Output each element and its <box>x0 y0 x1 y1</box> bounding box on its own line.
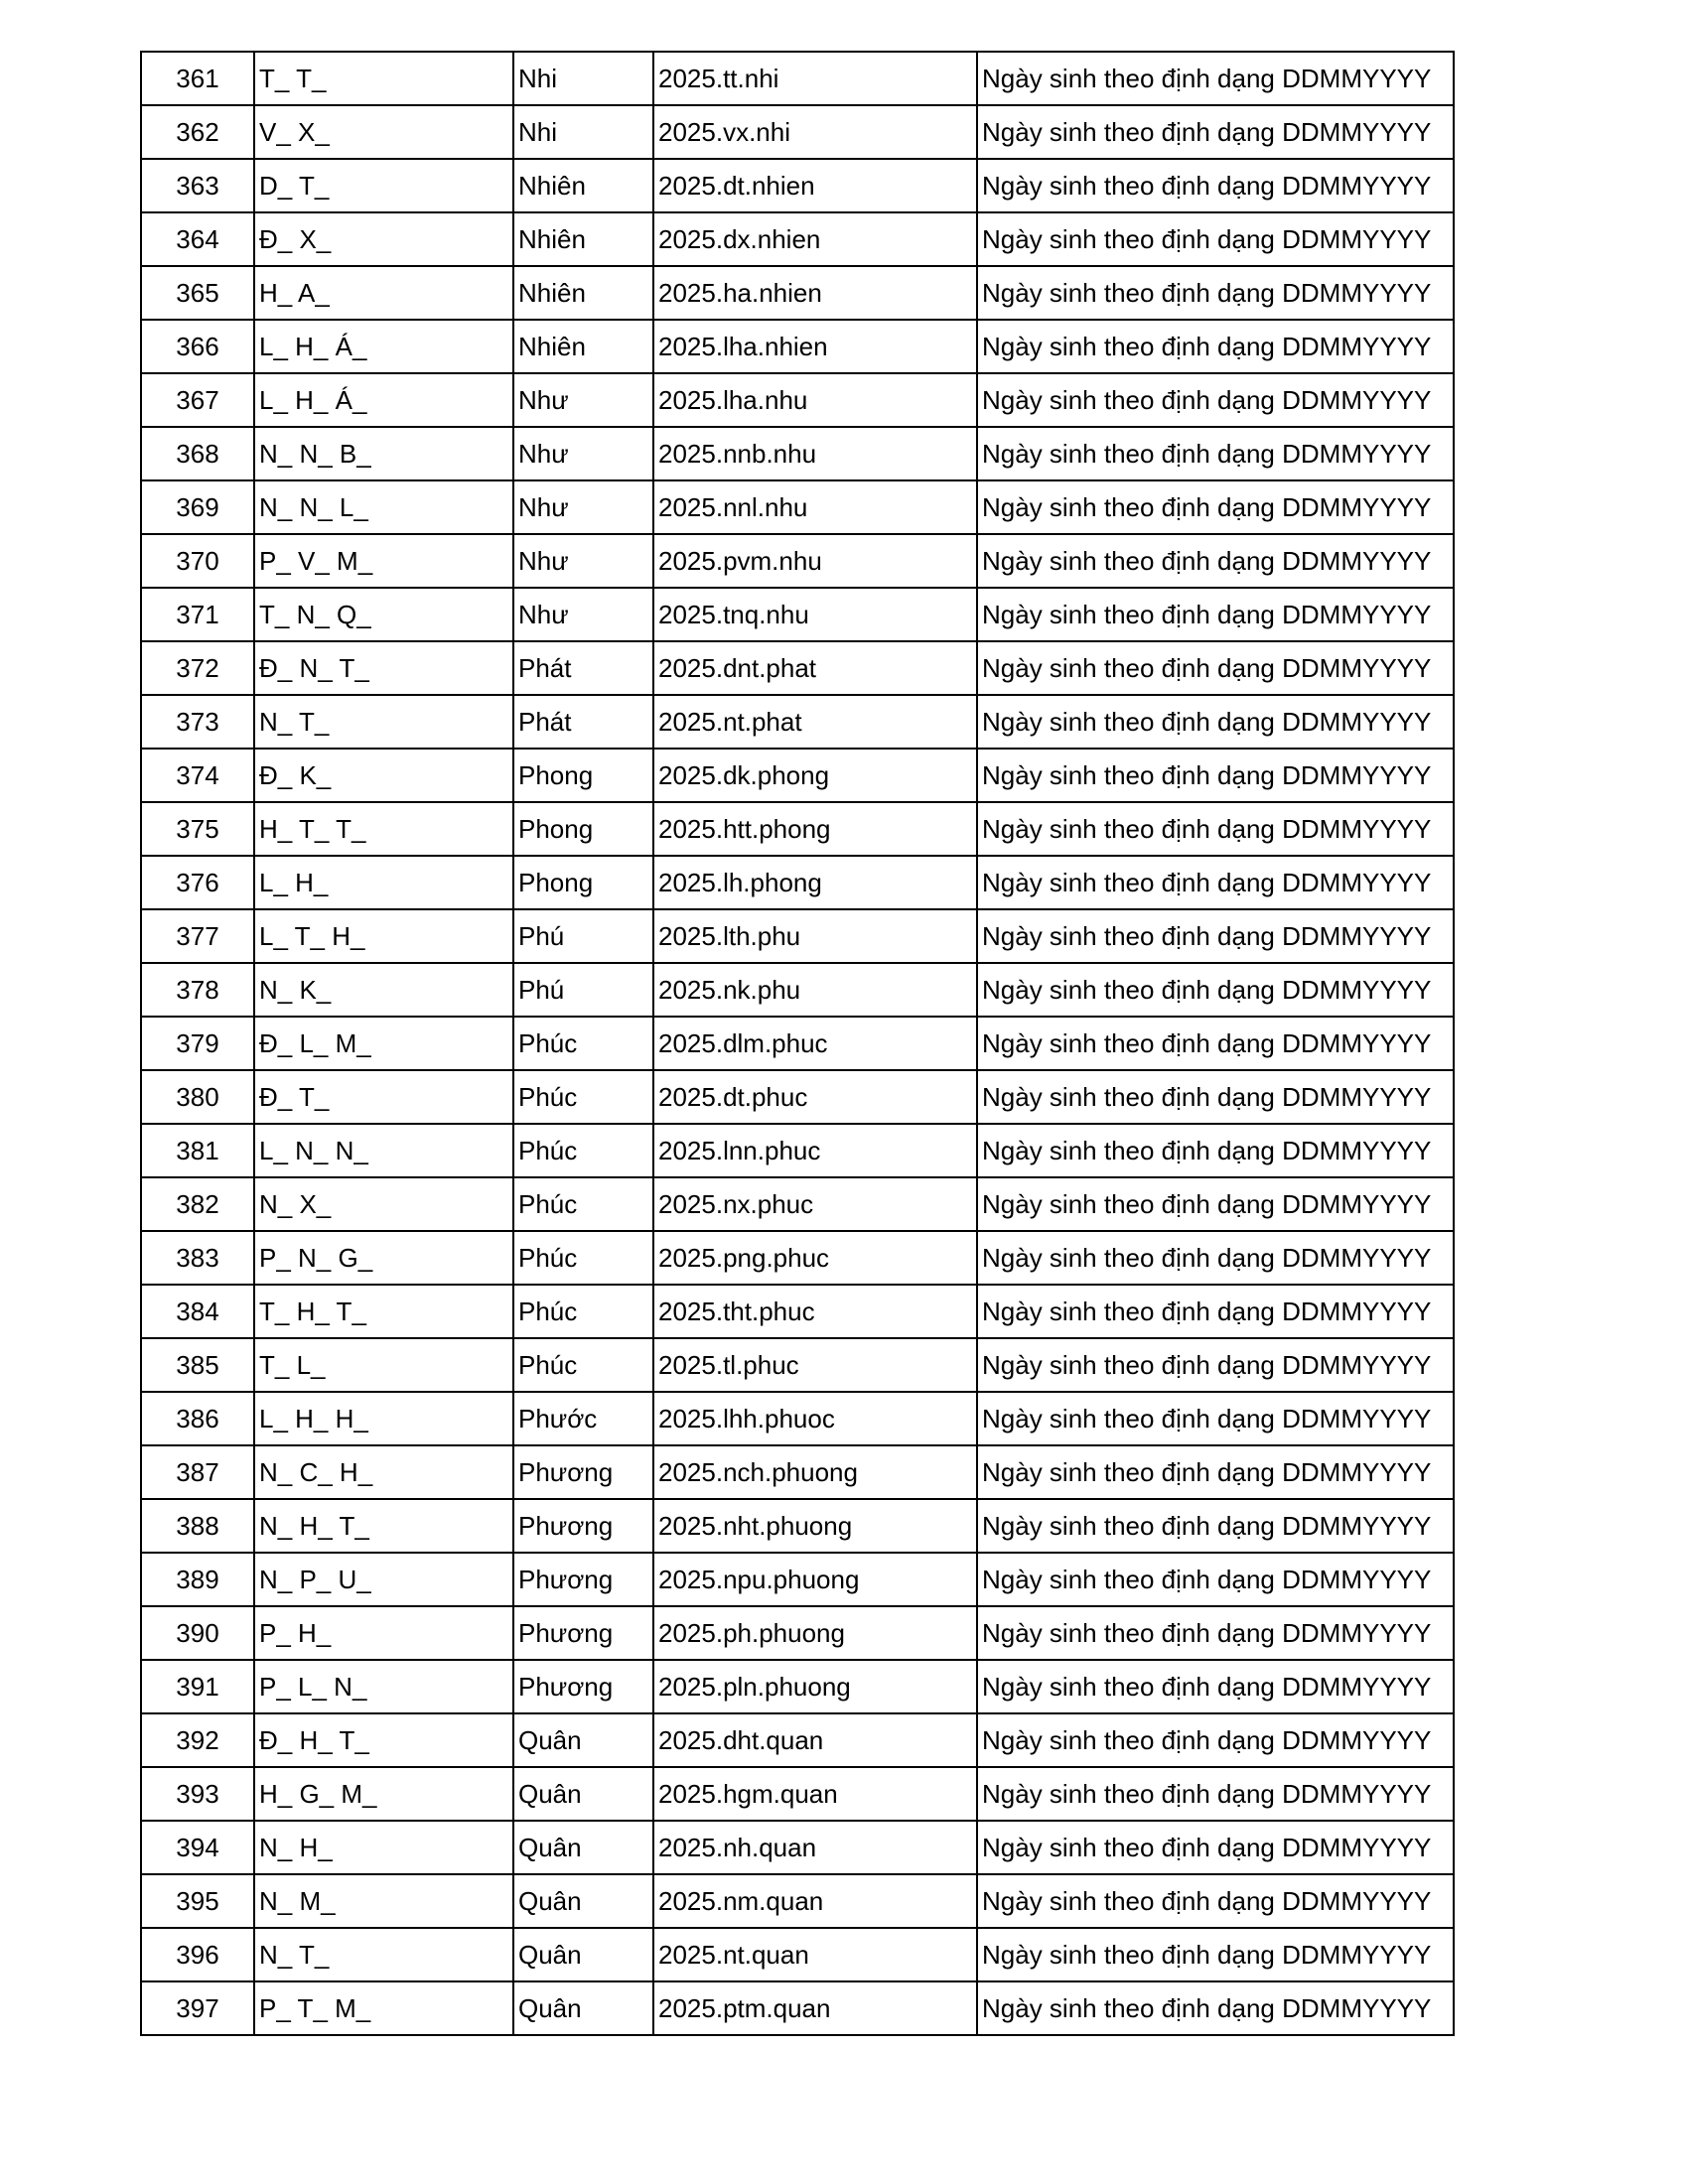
surname-initials-cell: Đ_ K_ <box>254 749 513 802</box>
table-row <box>141 1660 1454 1713</box>
surname-initials-cell: D_ T_ <box>254 159 513 212</box>
row-number-cell: 380 <box>141 1070 254 1124</box>
password-note-cell: Ngày sinh theo định dạng DDMMYYYY <box>977 1928 1454 1981</box>
row-number-cell: 377 <box>141 909 254 963</box>
given-name-cell: Quân <box>513 1713 653 1767</box>
username-cell: 2025.tl.phuc <box>653 1338 977 1392</box>
username-cell: 2025.nnb.nhu <box>653 427 977 480</box>
username-cell: 2025.nt.phat <box>653 695 977 749</box>
row-number-cell: 397 <box>141 1981 254 2035</box>
given-name-cell: Nhiên <box>513 320 653 373</box>
given-name-cell: Phương <box>513 1499 653 1553</box>
given-name-cell: Như <box>513 534 653 588</box>
row-number-cell: 385 <box>141 1338 254 1392</box>
password-note-cell: Ngày sinh theo định dạng DDMMYYYY <box>977 1017 1454 1070</box>
row-number-cell: 388 <box>141 1499 254 1553</box>
table-row <box>141 695 1454 749</box>
row-number-cell: 392 <box>141 1713 254 1767</box>
username-cell: 2025.dnt.phat <box>653 641 977 695</box>
surname-initials-cell: Đ_ L_ M_ <box>254 1017 513 1070</box>
password-note-cell: Ngày sinh theo định dạng DDMMYYYY <box>977 856 1454 909</box>
password-note-cell: Ngày sinh theo định dạng DDMMYYYY <box>977 1553 1454 1606</box>
given-name-cell: Nhi <box>513 52 653 105</box>
surname-initials-cell: L_ T_ H_ <box>254 909 513 963</box>
row-number-cell: 374 <box>141 749 254 802</box>
username-cell: 2025.tht.phuc <box>653 1285 977 1338</box>
account-table <box>140 51 1455 2036</box>
password-note-cell: Ngày sinh theo định dạng DDMMYYYY <box>977 1285 1454 1338</box>
row-number-cell: 396 <box>141 1928 254 1981</box>
surname-initials-cell: Đ_ X_ <box>254 212 513 266</box>
username-cell: 2025.lnn.phuc <box>653 1124 977 1177</box>
password-note-cell: Ngày sinh theo định dạng DDMMYYYY <box>977 1070 1454 1124</box>
password-note-cell: Ngày sinh theo định dạng DDMMYYYY <box>977 373 1454 427</box>
table-row <box>141 1392 1454 1445</box>
username-cell: 2025.ptm.quan <box>653 1981 977 2035</box>
username-cell: 2025.nk.phu <box>653 963 977 1017</box>
surname-initials-cell: P_ L_ N_ <box>254 1660 513 1713</box>
table-row <box>141 749 1454 802</box>
table-row <box>141 1981 1454 2035</box>
table-row <box>141 1231 1454 1285</box>
given-name-cell: Phúc <box>513 1124 653 1177</box>
password-note-cell: Ngày sinh theo định dạng DDMMYYYY <box>977 105 1454 159</box>
given-name-cell: Quân <box>513 1821 653 1874</box>
row-number-cell: 394 <box>141 1821 254 1874</box>
password-note-cell: Ngày sinh theo định dạng DDMMYYYY <box>977 1124 1454 1177</box>
row-number-cell: 393 <box>141 1767 254 1821</box>
given-name-cell: Như <box>513 427 653 480</box>
table-row <box>141 1713 1454 1767</box>
username-cell: 2025.nnl.nhu <box>653 480 977 534</box>
table-row <box>141 266 1454 320</box>
username-cell: 2025.nm.quan <box>653 1874 977 1928</box>
given-name-cell: Phúc <box>513 1338 653 1392</box>
table-row <box>141 1177 1454 1231</box>
table-row <box>141 1821 1454 1874</box>
given-name-cell: Quân <box>513 1767 653 1821</box>
row-number-cell: 369 <box>141 480 254 534</box>
given-name-cell: Quân <box>513 1874 653 1928</box>
row-number-cell: 364 <box>141 212 254 266</box>
password-note-cell: Ngày sinh theo định dạng DDMMYYYY <box>977 1499 1454 1553</box>
table-row <box>141 1124 1454 1177</box>
table-row <box>141 963 1454 1017</box>
username-cell: 2025.pln.phuong <box>653 1660 977 1713</box>
password-note-cell: Ngày sinh theo định dạng DDMMYYYY <box>977 480 1454 534</box>
row-number-cell: 368 <box>141 427 254 480</box>
username-cell: 2025.hgm.quan <box>653 1767 977 1821</box>
table-row <box>141 1445 1454 1499</box>
password-note-cell: Ngày sinh theo định dạng DDMMYYYY <box>977 909 1454 963</box>
row-number-cell: 395 <box>141 1874 254 1928</box>
username-cell: 2025.nt.quan <box>653 1928 977 1981</box>
given-name-cell: Phương <box>513 1445 653 1499</box>
table-row <box>141 427 1454 480</box>
surname-initials-cell: Đ_ T_ <box>254 1070 513 1124</box>
table-row <box>141 534 1454 588</box>
username-cell: 2025.htt.phong <box>653 802 977 856</box>
table-row <box>141 1553 1454 1606</box>
row-number-cell: 372 <box>141 641 254 695</box>
table-row <box>141 159 1454 212</box>
surname-initials-cell: Đ_ H_ T_ <box>254 1713 513 1767</box>
account-table-body <box>141 52 1454 2035</box>
given-name-cell: Phong <box>513 856 653 909</box>
password-note-cell: Ngày sinh theo định dạng DDMMYYYY <box>977 1177 1454 1231</box>
given-name-cell: Nhi <box>513 105 653 159</box>
username-cell: 2025.dx.nhien <box>653 212 977 266</box>
given-name-cell: Phúc <box>513 1070 653 1124</box>
username-cell: 2025.dk.phong <box>653 749 977 802</box>
password-note-cell: Ngày sinh theo định dạng DDMMYYYY <box>977 1231 1454 1285</box>
password-note-cell: Ngày sinh theo định dạng DDMMYYYY <box>977 1767 1454 1821</box>
username-cell: 2025.nht.phuong <box>653 1499 977 1553</box>
password-note-cell: Ngày sinh theo định dạng DDMMYYYY <box>977 963 1454 1017</box>
surname-initials-cell: P_ V_ M_ <box>254 534 513 588</box>
row-number-cell: 379 <box>141 1017 254 1070</box>
table-row <box>141 1606 1454 1660</box>
table-row <box>141 480 1454 534</box>
given-name-cell: Như <box>513 588 653 641</box>
row-number-cell: 367 <box>141 373 254 427</box>
table-row <box>141 1285 1454 1338</box>
row-number-cell: 381 <box>141 1124 254 1177</box>
table-row <box>141 1499 1454 1553</box>
table-row <box>141 1070 1454 1124</box>
surname-initials-cell: T_ L_ <box>254 1338 513 1392</box>
given-name-cell: Phước <box>513 1392 653 1445</box>
given-name-cell: Phương <box>513 1660 653 1713</box>
given-name-cell: Phúc <box>513 1177 653 1231</box>
surname-initials-cell: L_ H_ Á_ <box>254 373 513 427</box>
given-name-cell: Phúc <box>513 1285 653 1338</box>
surname-initials-cell: N_ K_ <box>254 963 513 1017</box>
password-note-cell: Ngày sinh theo định dạng DDMMYYYY <box>977 1713 1454 1767</box>
row-number-cell: 382 <box>141 1177 254 1231</box>
username-cell: 2025.lha.nhu <box>653 373 977 427</box>
given-name-cell: Nhiên <box>513 212 653 266</box>
password-note-cell: Ngày sinh theo định dạng DDMMYYYY <box>977 1981 1454 2035</box>
password-note-cell: Ngày sinh theo định dạng DDMMYYYY <box>977 266 1454 320</box>
row-number-cell: 389 <box>141 1553 254 1606</box>
surname-initials-cell: T_ H_ T_ <box>254 1285 513 1338</box>
password-note-cell: Ngày sinh theo định dạng DDMMYYYY <box>977 427 1454 480</box>
given-name-cell: Quân <box>513 1928 653 1981</box>
surname-initials-cell: N_ N_ L_ <box>254 480 513 534</box>
row-number-cell: 366 <box>141 320 254 373</box>
surname-initials-cell: N_ H_ T_ <box>254 1499 513 1553</box>
given-name-cell: Nhiên <box>513 159 653 212</box>
given-name-cell: Phú <box>513 909 653 963</box>
row-number-cell: 362 <box>141 105 254 159</box>
surname-initials-cell: P_ N_ G_ <box>254 1231 513 1285</box>
table-row <box>141 1928 1454 1981</box>
username-cell: 2025.dt.nhien <box>653 159 977 212</box>
row-number-cell: 361 <box>141 52 254 105</box>
row-number-cell: 376 <box>141 856 254 909</box>
password-note-cell: Ngày sinh theo định dạng DDMMYYYY <box>977 52 1454 105</box>
username-cell: 2025.tt.nhi <box>653 52 977 105</box>
username-cell: 2025.pvm.nhu <box>653 534 977 588</box>
table-row <box>141 1017 1454 1070</box>
row-number-cell: 363 <box>141 159 254 212</box>
row-number-cell: 387 <box>141 1445 254 1499</box>
username-cell: 2025.ha.nhien <box>653 266 977 320</box>
username-cell: 2025.nx.phuc <box>653 1177 977 1231</box>
given-name-cell: Phát <box>513 695 653 749</box>
surname-initials-cell: L_ H_ Á_ <box>254 320 513 373</box>
table-row <box>141 52 1454 105</box>
surname-initials-cell: L_ H_ <box>254 856 513 909</box>
surname-initials-cell: L_ N_ N_ <box>254 1124 513 1177</box>
row-number-cell: 373 <box>141 695 254 749</box>
username-cell: 2025.dht.quan <box>653 1713 977 1767</box>
given-name-cell: Phương <box>513 1553 653 1606</box>
username-cell: 2025.dlm.phuc <box>653 1017 977 1070</box>
password-note-cell: Ngày sinh theo định dạng DDMMYYYY <box>977 588 1454 641</box>
row-number-cell: 371 <box>141 588 254 641</box>
table-row <box>141 212 1454 266</box>
row-number-cell: 383 <box>141 1231 254 1285</box>
surname-initials-cell: P_ H_ <box>254 1606 513 1660</box>
table-row <box>141 320 1454 373</box>
surname-initials-cell: H_ A_ <box>254 266 513 320</box>
password-note-cell: Ngày sinh theo định dạng DDMMYYYY <box>977 159 1454 212</box>
surname-initials-cell: N_ P_ U_ <box>254 1553 513 1606</box>
username-cell: 2025.nh.quan <box>653 1821 977 1874</box>
password-note-cell: Ngày sinh theo định dạng DDMMYYYY <box>977 1821 1454 1874</box>
surname-initials-cell: T_ T_ <box>254 52 513 105</box>
surname-initials-cell: H_ T_ T_ <box>254 802 513 856</box>
username-cell: 2025.lhh.phuoc <box>653 1392 977 1445</box>
username-cell: 2025.vx.nhi <box>653 105 977 159</box>
row-number-cell: 378 <box>141 963 254 1017</box>
table-row <box>141 641 1454 695</box>
table-row <box>141 373 1454 427</box>
password-note-cell: Ngày sinh theo định dạng DDMMYYYY <box>977 1338 1454 1392</box>
table-row <box>141 1874 1454 1928</box>
username-cell: 2025.lth.phu <box>653 909 977 963</box>
surname-initials-cell: H_ G_ M_ <box>254 1767 513 1821</box>
row-number-cell: 375 <box>141 802 254 856</box>
surname-initials-cell: Đ_ N_ T_ <box>254 641 513 695</box>
username-cell: 2025.dt.phuc <box>653 1070 977 1124</box>
table-row <box>141 1338 1454 1392</box>
row-number-cell: 370 <box>141 534 254 588</box>
row-number-cell: 365 <box>141 266 254 320</box>
surname-initials-cell: P_ T_ M_ <box>254 1981 513 2035</box>
table-row <box>141 588 1454 641</box>
given-name-cell: Phương <box>513 1606 653 1660</box>
username-cell: 2025.png.phuc <box>653 1231 977 1285</box>
surname-initials-cell: V_ X_ <box>254 105 513 159</box>
row-number-cell: 391 <box>141 1660 254 1713</box>
given-name-cell: Phát <box>513 641 653 695</box>
password-note-cell: Ngày sinh theo định dạng DDMMYYYY <box>977 1392 1454 1445</box>
surname-initials-cell: N_ C_ H_ <box>254 1445 513 1499</box>
given-name-cell: Phú <box>513 963 653 1017</box>
password-note-cell: Ngày sinh theo định dạng DDMMYYYY <box>977 641 1454 695</box>
surname-initials-cell: N_ H_ <box>254 1821 513 1874</box>
surname-initials-cell: N_ X_ <box>254 1177 513 1231</box>
password-note-cell: Ngày sinh theo định dạng DDMMYYYY <box>977 212 1454 266</box>
given-name-cell: Phúc <box>513 1017 653 1070</box>
row-number-cell: 386 <box>141 1392 254 1445</box>
username-cell: 2025.npu.phuong <box>653 1553 977 1606</box>
surname-initials-cell: T_ N_ Q_ <box>254 588 513 641</box>
given-name-cell: Như <box>513 373 653 427</box>
username-cell: 2025.lh.phong <box>653 856 977 909</box>
row-number-cell: 390 <box>141 1606 254 1660</box>
table-row <box>141 856 1454 909</box>
table-row <box>141 909 1454 963</box>
username-cell: 2025.ph.phuong <box>653 1606 977 1660</box>
given-name-cell: Phong <box>513 749 653 802</box>
table-row <box>141 1767 1454 1821</box>
password-note-cell: Ngày sinh theo định dạng DDMMYYYY <box>977 749 1454 802</box>
table-row <box>141 802 1454 856</box>
given-name-cell: Quân <box>513 1981 653 2035</box>
username-cell: 2025.lha.nhien <box>653 320 977 373</box>
surname-initials-cell: N_ N_ B_ <box>254 427 513 480</box>
password-note-cell: Ngày sinh theo định dạng DDMMYYYY <box>977 1445 1454 1499</box>
given-name-cell: Phúc <box>513 1231 653 1285</box>
given-name-cell: Như <box>513 480 653 534</box>
row-number-cell: 384 <box>141 1285 254 1338</box>
password-note-cell: Ngày sinh theo định dạng DDMMYYYY <box>977 534 1454 588</box>
given-name-cell: Nhiên <box>513 266 653 320</box>
password-note-cell: Ngày sinh theo định dạng DDMMYYYY <box>977 1874 1454 1928</box>
username-cell: 2025.nch.phuong <box>653 1445 977 1499</box>
password-note-cell: Ngày sinh theo định dạng DDMMYYYY <box>977 802 1454 856</box>
surname-initials-cell: N_ M_ <box>254 1874 513 1928</box>
surname-initials-cell: N_ T_ <box>254 695 513 749</box>
password-note-cell: Ngày sinh theo định dạng DDMMYYYY <box>977 1660 1454 1713</box>
password-note-cell: Ngày sinh theo định dạng DDMMYYYY <box>977 1606 1454 1660</box>
table-row <box>141 105 1454 159</box>
given-name-cell: Phong <box>513 802 653 856</box>
password-note-cell: Ngày sinh theo định dạng DDMMYYYY <box>977 695 1454 749</box>
password-note-cell: Ngày sinh theo định dạng DDMMYYYY <box>977 320 1454 373</box>
username-cell: 2025.tnq.nhu <box>653 588 977 641</box>
surname-initials-cell: N_ T_ <box>254 1928 513 1981</box>
surname-initials-cell: L_ H_ H_ <box>254 1392 513 1445</box>
